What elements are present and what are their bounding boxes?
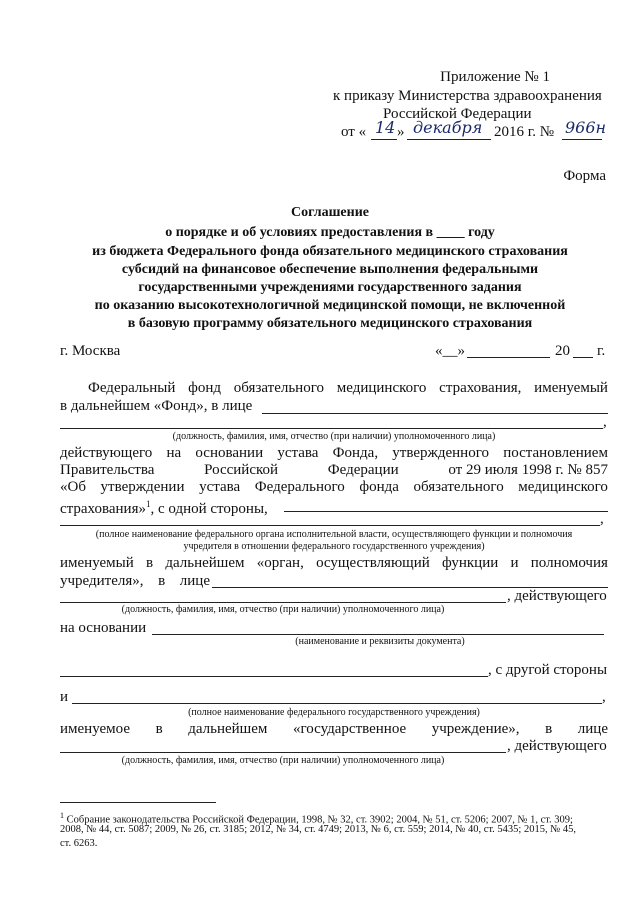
order-year-number: 2016 г. № <box>494 124 555 140</box>
caption-position-name-2: (должность, фамилия, имя, отчество (при наличии) уполномоченного лица) <box>121 604 445 615</box>
and-label: и <box>60 689 69 705</box>
paragraph-3-line-2: учредителя», в лице <box>60 573 210 589</box>
paragraph-2-line-3: «Об утверждении устава Федерального фонда обязательного медицинского <box>60 479 608 495</box>
caption-authority-2: учредителя в отношении федерального государственного учреждения) <box>183 541 485 552</box>
title-line-7: в базовую программу обязательного медицинского страхования <box>127 316 533 331</box>
paragraph-2-line-4: страхования»$^1$, с одной стороны, <box>60 499 268 517</box>
title-line-6: по оказанию высокотехнологичной медицинской помощи, не включенной <box>94 298 566 313</box>
title-line-5: государственными учреждениями государственного задания <box>138 280 522 295</box>
institution-name-line <box>72 703 602 704</box>
order-day-handwritten: 14 <box>375 118 396 137</box>
paragraph-3-line-1: именуемый в дальнейшем «орган, осуществляющий функции и полномочия <box>60 555 608 571</box>
footnote-line-2: 2008, № 44, ст. 5087; 2009, № 26, ст. 3185; 2012, № 34, ст. 4749; 2013, № 6, ст. 559; 2014, № 40, ст. 5435; 2015, № 45, <box>60 824 576 835</box>
other-side-label: , с другой стороны <box>488 662 608 678</box>
date-year-suffix: г. <box>597 343 606 359</box>
caption-position-name-1: (должность, фамилия, имя, отчество (при наличии) уполномоченного лица) <box>172 431 496 442</box>
acting-label-2: , действующего <box>507 738 607 754</box>
paragraph-2-line-1: действующего на основании устава Фонда, утвержденного постановлением <box>60 445 608 461</box>
footnote-reference[interactable]: 1 <box>145 499 151 509</box>
authority-representative-line-2 <box>60 602 506 603</box>
appendix-label: Приложение № 1 <box>440 69 550 85</box>
title-line-1: Соглашение <box>291 205 369 220</box>
basis-label: на основании <box>60 620 147 636</box>
paragraph-1-line-2: в дальнейшем «Фонд», в лице <box>60 398 253 414</box>
fond-representative-line-1 <box>262 413 608 414</box>
one-side-line <box>284 511 608 512</box>
caption-institution: (полное наименование федерального государственного учреждения) <box>188 707 480 718</box>
caption-document: (наименование и реквизиты документа) <box>295 636 465 647</box>
footnote-separator <box>60 802 216 803</box>
order-month-handwritten: декабря <box>413 118 483 137</box>
order-label: к приказу Министерства здравоохранения <box>333 88 602 104</box>
paragraph-4-line-1: именуемое в дальнейшем «государственное учреждение», в лице <box>60 721 608 737</box>
order-date-prefix: от « <box>341 124 367 140</box>
basis-document-line <box>152 634 604 635</box>
comma-1: , <box>603 414 607 430</box>
title-line-3: из бюджета Федерального фонда обязательного медицинского страхования <box>92 244 568 259</box>
date-year-label: 20 <box>555 343 570 359</box>
caption-position-name-3: (должность, фамилия, имя, отчество (при наличии) уполномоченного лица) <box>121 755 445 766</box>
paragraph-1-line-1: Федеральный фонд обязательного медицинского страхования, именуемый <box>88 380 608 396</box>
comma-2: , <box>600 511 604 527</box>
footnote-line-3: ст. 6263. <box>60 838 98 849</box>
form-label: Форма <box>563 168 606 184</box>
other-side-line <box>60 676 488 677</box>
fond-representative-line-2 <box>60 428 603 429</box>
date-month-line <box>467 357 550 358</box>
date-year-line <box>573 357 593 358</box>
caption-authority-1: (полное наименование федерального органа исполнительной власти, осуществляющего функции и полномочия <box>95 529 573 540</box>
order-month-line <box>407 139 491 140</box>
footnote-line-1: $^1$ Собрание законодательства Российской Федерации, 1998, № 32, ст. 3902; 2004, № 51, ст. 5206; 2007, № 1, ст. 309; <box>60 811 573 826</box>
comma-3: , <box>602 689 606 705</box>
order-number-handwritten: 966н <box>565 118 607 137</box>
authority-name-line <box>60 525 600 526</box>
city-label: г. Москва <box>60 343 121 359</box>
institution-representative-line <box>60 752 506 753</box>
federation-label: Российской Федерации <box>383 106 532 122</box>
order-day-line <box>371 139 397 140</box>
order-date-quote: » <box>397 124 405 140</box>
acting-label-1: , действующего <box>507 588 607 604</box>
paragraph-2-line-2: Правительства Российской Федерации от 29 июля 1998 г. № 857 <box>60 462 608 478</box>
order-number-line <box>562 139 602 140</box>
date-day-field: «__» <box>435 343 465 359</box>
title-line-4: субсидий на финансовое обеспечение выполнения федеральными <box>121 262 539 277</box>
title-line-2: о порядке и об условиях предоставления в ____ году <box>165 225 495 240</box>
